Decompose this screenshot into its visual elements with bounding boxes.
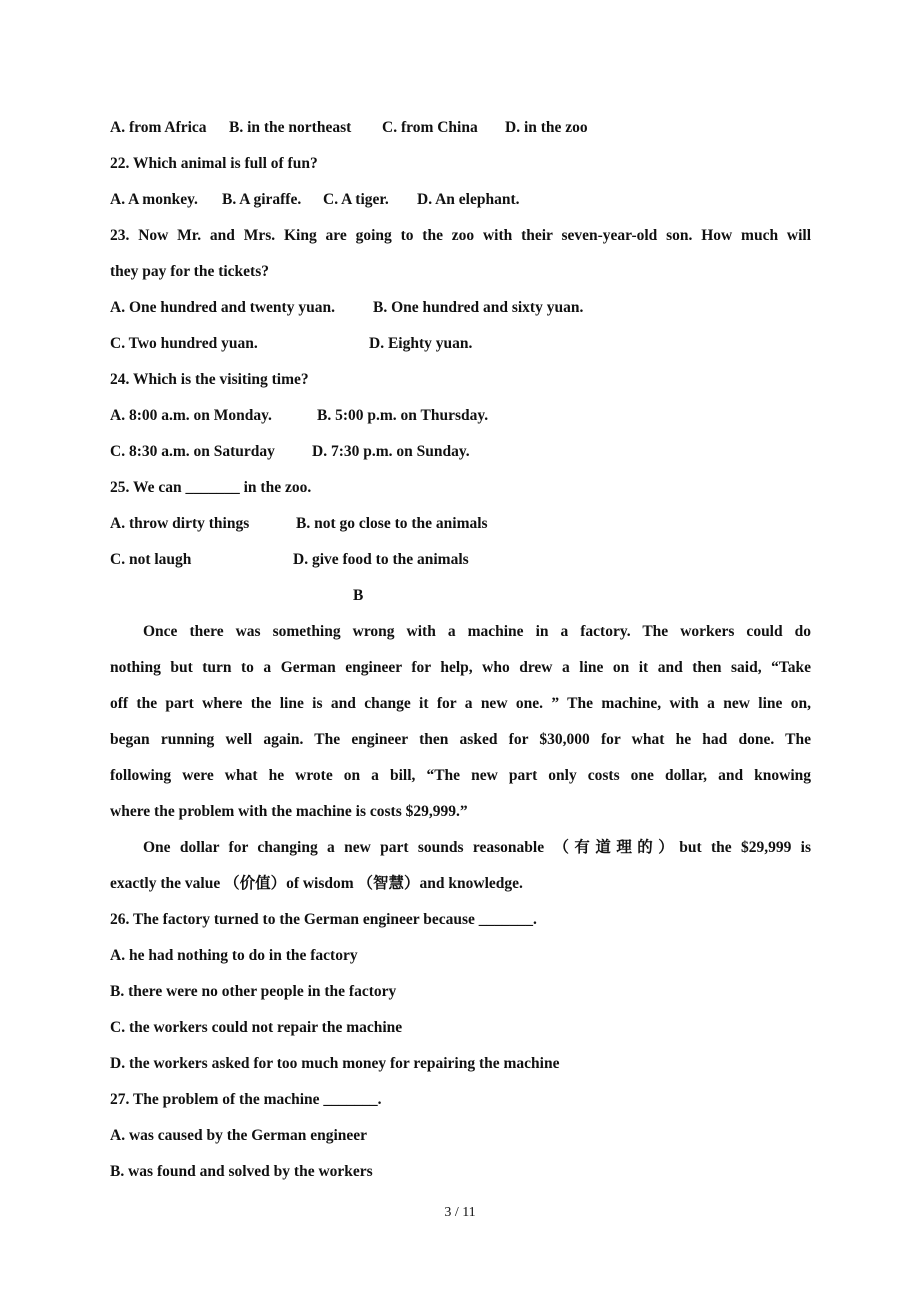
option-d: D. 7:30 p.m. on Sunday.	[312, 443, 470, 460]
option-c: C. from China	[382, 119, 478, 136]
option-a: A. 8:00 a.m. on Monday.	[110, 407, 272, 424]
option-b: B. 5:00 p.m. on Thursday.	[317, 407, 489, 424]
option-c: C. Two hundred yuan.	[110, 335, 258, 352]
option-a: A. from Africa	[110, 119, 207, 136]
passage-line: began running well again. The engineer then asked for $30,000 for what he had done. The	[110, 731, 811, 748]
passage-line: following were what he wrote on a bill, “The new part only costs one dollar, and knowing	[110, 767, 811, 784]
option-b: B. One hundred and sixty yuan.	[373, 299, 584, 316]
q25-question: 25. We can _______ in the zoo.	[110, 479, 312, 496]
q27-question: 27. The problem of the machine _______.	[110, 1091, 382, 1108]
section-heading: B	[353, 587, 364, 604]
option-c: C. A tiger.	[323, 191, 389, 208]
option-a: A. throw dirty things	[110, 515, 250, 532]
option-d: D. Eighty yuan.	[369, 335, 473, 352]
option-c: C. not laugh	[110, 551, 192, 568]
page-number: 3 / 11	[444, 1205, 476, 1220]
q26-option-c: C. the workers could not repair the machine	[110, 1019, 403, 1036]
q26-question: 26. The factory turned to the German engineer because _______.	[110, 911, 537, 928]
passage-line: nothing but turn to a German engineer for help, who drew a line on it and then said, “Take	[110, 659, 811, 676]
passage-line: One dollar for changing a new part sounds reasonable （有道理的）but the $29,999 is	[143, 839, 811, 856]
option-a: A. One hundred and twenty yuan.	[110, 299, 335, 316]
option-d: D. An elephant.	[417, 191, 520, 208]
q23-question-line2: they pay for the tickets?	[110, 263, 269, 280]
q26-option-a: A. he had nothing to do in the factory	[110, 947, 358, 964]
option-a: A. A monkey.	[110, 191, 198, 208]
q23-question-line1: 23. Now Mr. and Mrs. King are going to the zoo with their seven-year-old son. How much will	[110, 227, 811, 244]
option-d: D. give food to the animals	[293, 551, 469, 568]
q26-option-d: D. the workers asked for too much money for repairing the machine	[110, 1055, 560, 1072]
passage-line: exactly the value （价值）of wisdom （智慧）and knowledge.	[110, 875, 523, 892]
option-b: B. in the northeast	[229, 119, 352, 136]
option-b: B. not go close to the animals	[296, 515, 488, 532]
passage-line: off the part where the line is and change it for a new one. ” The machine, with a new line on,	[110, 695, 811, 712]
passage-line: Once there was something wrong with a machine in a factory. The workers could do	[143, 623, 811, 640]
option-c: C. 8:30 a.m. on Saturday	[110, 443, 275, 460]
q27-option-b: B. was found and solved by the workers	[110, 1163, 373, 1180]
option-d: D. in the zoo	[505, 119, 588, 136]
option-b: B. A giraffe.	[222, 191, 302, 208]
q27-option-a: A. was caused by the German engineer	[110, 1127, 368, 1144]
q26-option-b: B. there were no other people in the factory	[110, 983, 397, 1000]
passage-line: where the problem with the machine is costs $29,999.”	[110, 803, 468, 820]
q24-question: 24. Which is the visiting time?	[110, 371, 309, 388]
q22-question: 22. Which animal is full of fun?	[110, 155, 318, 172]
